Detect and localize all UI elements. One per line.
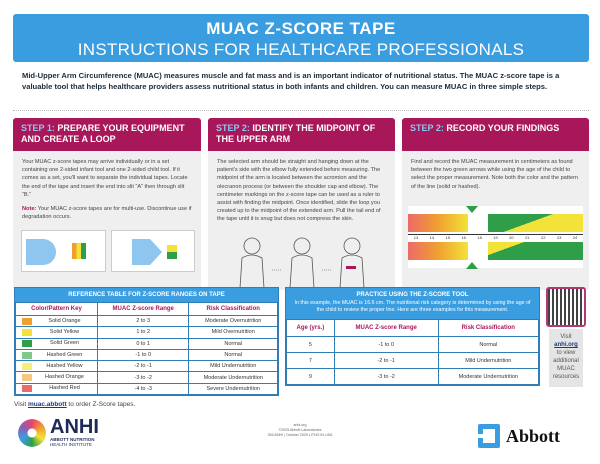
color-swatch: [22, 374, 32, 381]
anhi-link[interactable]: anhi.org: [554, 342, 578, 348]
page-header: [13, 14, 589, 62]
color-swatch: [22, 318, 32, 325]
step-1-card: [13, 118, 201, 290]
reference-row: Solid Yellow 1 to 2 Mild Overnutrition: [16, 327, 278, 338]
practice-row: 5 -1 to 0 Normal: [287, 337, 539, 353]
abbott-logo: Abbott: [478, 424, 560, 448]
abbott-mark-icon: [478, 424, 500, 448]
step-1-body: Your MUAC z-score tapes may arrive individually or in a set containing one 2-sided infant tool and one 2-sided child tool. If it comes as a set, you'll want to separate the individual tapes. Locate the end of the tape and insert the end into slit “A” then through slit “B.”: [22, 159, 188, 198]
legal-text: anhi.org ©2025 Abbott Laboratories 252/ANHI | October 2025 LITHO IN USA: [267, 423, 333, 437]
step-3-card: [402, 118, 589, 290]
muac-abbott-link[interactable]: muac.abbott: [27, 401, 67, 408]
step-1-heading: STEP 1: PREPARE YOUR EQUIPMENT AND CREATE A LOOP: [13, 118, 201, 151]
reference-table: REFERENCE TABLE FOR Z-SCORE RANGES ON TAPE Color/Pattern Key MUAC Z-score Range Risk Classification Solid Orange 2 to 3 Moderate Overnutrition Solid Yellow 1 to 2 Mild Overnutrition Solid Green 0 to 1 Normal Hashed Green -1 to 0 Normal Hashed Yellow -2 to -1 Mild Undernutrition Hashed Orange -3 to -2 Moderate Undernutrition Hashed Red -4 to -3 Severe Undernutrition: [14, 287, 279, 396]
practice-row: 7 -2 to -1 Mild Undernutrition: [287, 353, 539, 369]
reference-row: Hashed Green -1 to 0 Normal: [16, 349, 278, 360]
step-1-note: Note: Your MUAC z-score tapes are for multi-use. Discontinue use if degradation occurs.: [22, 206, 192, 221]
order-text: Visit muac.abbott to order Z-Score tapes.: [14, 401, 136, 408]
page-subtitle: INSTRUCTIONS FOR HEALTHCARE PROFESSIONALS: [77, 40, 525, 59]
color-swatch: [22, 329, 32, 336]
color-swatch: [22, 352, 32, 359]
child-tape-image: [111, 230, 195, 272]
child-arm-illustration: [238, 236, 368, 288]
green-arrow-icon: [466, 206, 478, 219]
step-2-card: [208, 118, 395, 290]
intro-text: Mid-Upper Arm Circumference (MUAC) measures muscle and fat mass and is an important indicator of nutritional status. The MUAC z-score tape is a valuable tool that helps healthcare providers assess nutritional status in both infants and children. You can measure MUAC in three simple steps.: [22, 71, 560, 91]
step-2-body: The selected arm should be straight and hanging down at the patient's side with the elbow fully extended before measuring. The midpoint of the arm is located between the acromion and the olecranon process (or between the shoulder cap and elbow). The centimeter markings on the z-score tape can be used as a ruler to assist with finding the midpoint. Once identified, slide the loop you created up to the midpoint of the extended arm. Pull the tail end of the tape until it is snug but does not compress the skin.: [217, 159, 381, 223]
step-3-heading: STEP 2: RECORD YOUR FINDINGS: [402, 118, 589, 151]
reference-row: Solid Green 0 to 1 Normal: [16, 338, 278, 349]
practice-table: PRACTICE USING THE Z-SCORE TOOL In this example, the MUAC is 16.6 cm. The nutritional risk category is determined by using the age of the child to review the proper line. Here are three examples for this measurement. Age (yrs.) MUAC Z-score Range Risk Classification 5 -1 to 0 Normal 7 -2 to -1 Mild Undernutrition 9 -3 to -2 Moderate Undernutrition: [285, 287, 540, 386]
anhi-burst-icon: [18, 419, 46, 447]
green-arrow-icon: [466, 256, 478, 269]
page-title: MUAC Z-SCORE TAPE: [206, 19, 396, 38]
practice-row: 9 -3 to -2 Moderate Undernutrition: [287, 369, 539, 385]
step-3-body: Find and record the MUAC measurement in centimeters as found between the two green arrows while using the age of the child to select the proper measurement. Note both the color and the pattern of the line (solid or hashed).: [411, 159, 578, 190]
step-2-heading: STEP 2: IDENTIFY THE MIDPOINT OF THE UPPER ARM: [208, 118, 395, 151]
tape-reading-image: [408, 206, 583, 268]
reference-row: Hashed Red -4 to -3 Severe Undernutrition: [16, 383, 278, 394]
tape-ticks: 13 14 15 16 18 19 20 21 22 23 24: [408, 234, 583, 240]
qr-caption: Visit anhi.org to view additional MUAC resources: [549, 329, 583, 387]
reference-row: Hashed Orange -3 to -2 Moderate Undernutrition: [16, 372, 278, 383]
color-swatch: [22, 385, 32, 392]
infant-tape-image: [21, 230, 106, 272]
color-swatch: [22, 340, 32, 347]
anhi-logo: ANHI ABBOTT NUTRITION HEALTH INSTITUTE: [18, 418, 99, 447]
divider: [13, 110, 589, 111]
reference-row: Solid Orange 2 to 3 Moderate Overnutrition: [16, 316, 278, 327]
qr-code[interactable]: [546, 287, 586, 327]
reference-row: Hashed Yellow -2 to -1 Mild Undernutrition: [16, 361, 278, 372]
color-swatch: [22, 363, 32, 370]
